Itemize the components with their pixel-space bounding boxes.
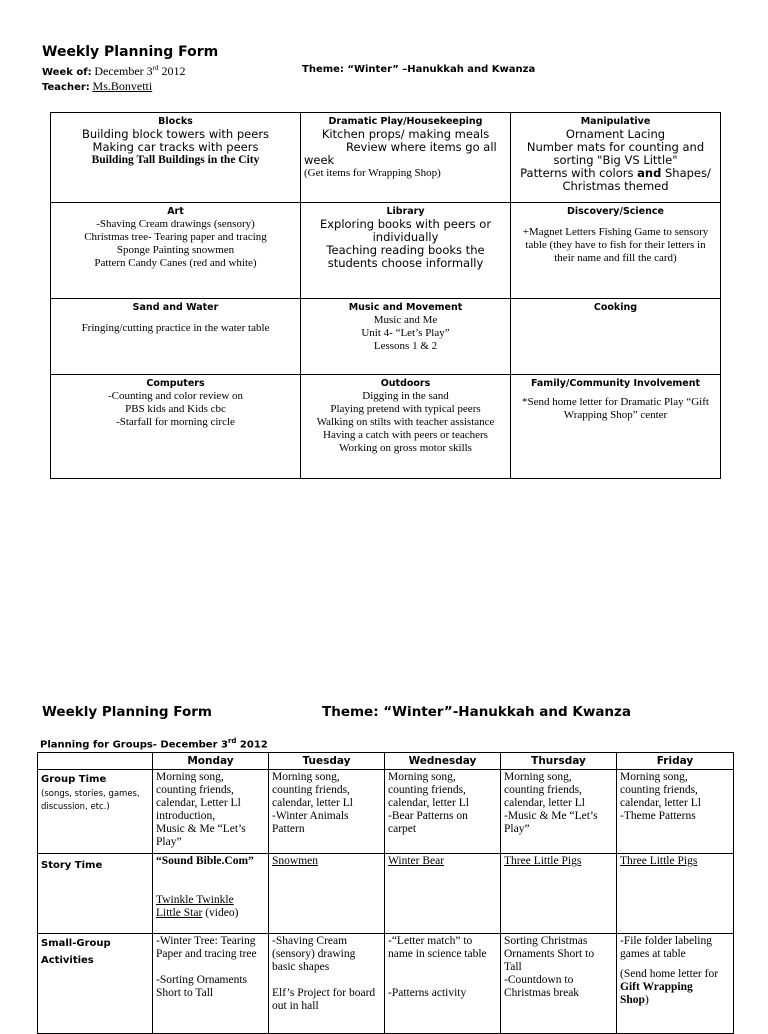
small-group-label-cell xyxy=(38,934,153,1034)
story-time-label-cell xyxy=(38,854,153,934)
library-title: Library xyxy=(386,206,425,217)
computers-title: Computers xyxy=(146,378,205,389)
library-line: students choose informally xyxy=(327,256,484,270)
sand-water-title: Sand and Water xyxy=(132,302,219,313)
story-time-monday: “Sound Bible.Com” Twinkle Twinkle Little Star (video) xyxy=(153,854,269,934)
blocks-title: Blocks xyxy=(158,116,193,127)
manipulative-line: Christmas themed xyxy=(562,179,669,193)
corner-header xyxy=(38,753,153,770)
manipulative-cell xyxy=(511,113,721,203)
art-line: Christmas tree- Tearing paper and tracing xyxy=(84,231,267,243)
outdoors-line: Walking on stilts with teacher assistance xyxy=(316,416,495,428)
discovery-science-title: Discovery/Science xyxy=(567,206,664,217)
small-group-thursday: Sorting Christmas Ornaments Short to Tall -Countdown to Christmas break xyxy=(501,934,617,1034)
small-group-tuesday: -Shaving Cream (sensory) drawing basic shapes Elf’s Project for board out in hall xyxy=(269,934,385,1034)
week-of-line xyxy=(42,64,186,79)
music-movement-cell xyxy=(301,299,511,375)
group-time-friday: Morning song, counting friends, calendar, letter Ll -Theme Patterns xyxy=(617,770,734,854)
small-group-monday: -Winter Tree: Tearing Paper and tracing tree -Sorting Ornaments Short to Tall xyxy=(153,934,269,1034)
outdoors-line: Having a catch with peers or teachers xyxy=(323,429,488,441)
learning-centers-table xyxy=(50,112,721,479)
blocks-line: Making car tracks with peers xyxy=(92,140,259,154)
story-time-friday: Three Little Pigs xyxy=(617,854,734,934)
computers-line: -Starfall for morning circle xyxy=(116,416,235,428)
family-line: Wrapping Shop” center xyxy=(563,409,668,421)
small-group-wednesday: -“Letter match” to name in science table -Patterns activity xyxy=(385,934,501,1034)
music-movement-title: Music and Movement xyxy=(348,302,463,313)
week-of-label: Week of: xyxy=(42,67,92,78)
cooking-cell xyxy=(511,299,721,375)
planning-for-groups-line: Planning for Groups- December 3rd 2012 xyxy=(40,737,268,751)
family-line: *Send home letter for Dramatic Play “Gift xyxy=(522,396,709,408)
group-time-thursday: Morning song, counting friends, calendar, letter Ll -Music & Me “Let’s Play” xyxy=(501,770,617,854)
small-group-label: Activities xyxy=(41,955,94,966)
art-line: -Shaving Cream drawings (sensory) xyxy=(96,218,255,230)
art-line: Sponge Painting snowmen xyxy=(116,244,235,256)
dramatic-line: week xyxy=(304,153,335,167)
manipulative-line: Number mats for counting and xyxy=(526,140,705,154)
teacher-label: Teacher: xyxy=(42,82,90,93)
group-time-wednesday: Morning song, counting friends, calendar, letter Ll -Bear Patterns on carpet xyxy=(385,770,501,854)
theme-line: Theme: “Winter” –Hanukkah and Kwanza xyxy=(302,64,536,75)
library-cell xyxy=(301,203,511,299)
outdoors-title: Outdoors xyxy=(380,378,431,389)
art-title: Art xyxy=(167,206,184,217)
library-line: Teaching reading books the xyxy=(326,243,485,257)
group-time-sublabel: (songs, stories, games, discussion, etc.) xyxy=(41,789,140,812)
outdoors-line: Digging in the sand xyxy=(362,390,449,402)
group-time-label: Group Time xyxy=(41,774,107,785)
dramatic-line: Kitchen props/ making meals xyxy=(321,127,490,141)
sand-water-line: Fringing/cutting practice in the water table xyxy=(81,322,270,334)
page2-title: Weekly Planning Form xyxy=(42,704,212,720)
dramatic-line: Review where items go all xyxy=(346,140,497,154)
family-community-title: Family/Community Involvement xyxy=(530,378,701,389)
page-title: Weekly Planning Form xyxy=(42,44,219,60)
week-of-value: December 3rd 2012 xyxy=(94,64,186,78)
manipulative-line: Patterns with colors and Shapes/ xyxy=(520,166,711,180)
music-line: Music and Me xyxy=(373,314,438,326)
outdoors-line: Playing pretend with typical peers xyxy=(330,403,481,415)
story-time-tuesday: Snowmen xyxy=(269,854,385,934)
discovery-line: +Magnet Letters Fishing Game to sensory xyxy=(522,226,709,238)
teacher-line xyxy=(42,79,152,94)
day-header: Thursday xyxy=(501,753,617,770)
manipulative-line: Ornament Lacing xyxy=(565,127,666,141)
group-planning-table xyxy=(37,752,734,1034)
library-line: Exploring books with peers or xyxy=(319,217,492,231)
story-time-thursday: Three Little Pigs xyxy=(501,854,617,934)
outdoors-cell xyxy=(301,375,511,479)
small-group-label: Small-Group xyxy=(41,938,111,949)
art-cell xyxy=(51,203,301,299)
computers-cell xyxy=(51,375,301,479)
dramatic-line: (Get items for Wrapping Shop) xyxy=(304,167,441,179)
story-time-label: Story Time xyxy=(41,860,103,871)
teacher-name: Ms.Bonvetti xyxy=(92,79,153,93)
family-community-cell xyxy=(511,375,721,479)
group-time-tuesday: Morning song, counting friends, calendar, letter Ll -Winter Animals Pattern xyxy=(269,770,385,854)
blocks-line: Building Tall Buildings in the City xyxy=(91,154,260,166)
day-header: Tuesday xyxy=(269,753,385,770)
sand-water-cell xyxy=(51,299,301,375)
group-time-label-cell xyxy=(38,770,153,854)
small-group-friday: -File folder labeling games at table (Send home letter for Gift Wrapping Shop) xyxy=(617,934,734,1034)
manipulative-title: Manipulative xyxy=(580,116,651,127)
story-time-wednesday: Winter Bear xyxy=(385,854,501,934)
discovery-line: their name and fill the card) xyxy=(554,252,677,264)
day-header: Wednesday xyxy=(385,753,501,770)
art-line: Pattern Candy Canes (red and white) xyxy=(94,257,257,269)
discovery-science-cell xyxy=(511,203,721,299)
computers-line: PBS kids and Kids cbc xyxy=(125,403,226,415)
manipulative-line: sorting "Big VS Little" xyxy=(553,153,678,167)
cooking-title: Cooking xyxy=(593,302,638,313)
day-header: Friday xyxy=(617,753,734,770)
page2-theme: Theme: “Winter”-Hanukkah and Kwanza xyxy=(322,704,632,720)
dramatic-play-title: Dramatic Play/Housekeeping xyxy=(328,116,483,127)
computers-line: -Counting and color review on xyxy=(107,390,244,402)
outdoors-line: Working on gross motor skills xyxy=(339,442,472,454)
library-line: individually xyxy=(372,230,439,244)
blocks-line: Building block towers with peers xyxy=(81,127,270,141)
day-header: Monday xyxy=(153,753,269,770)
blocks-cell xyxy=(51,113,301,203)
group-time-monday: Morning song, counting friends, calendar, Letter Ll introduction, Music & Me “Let’s Play” xyxy=(153,770,269,854)
music-line: Lessons 1 & 2 xyxy=(373,340,438,352)
dramatic-play-cell xyxy=(301,113,511,203)
music-line: Unit 4- “Let’s Play” xyxy=(361,327,450,339)
discovery-line: table (they have to fish for their letters in xyxy=(525,239,706,251)
